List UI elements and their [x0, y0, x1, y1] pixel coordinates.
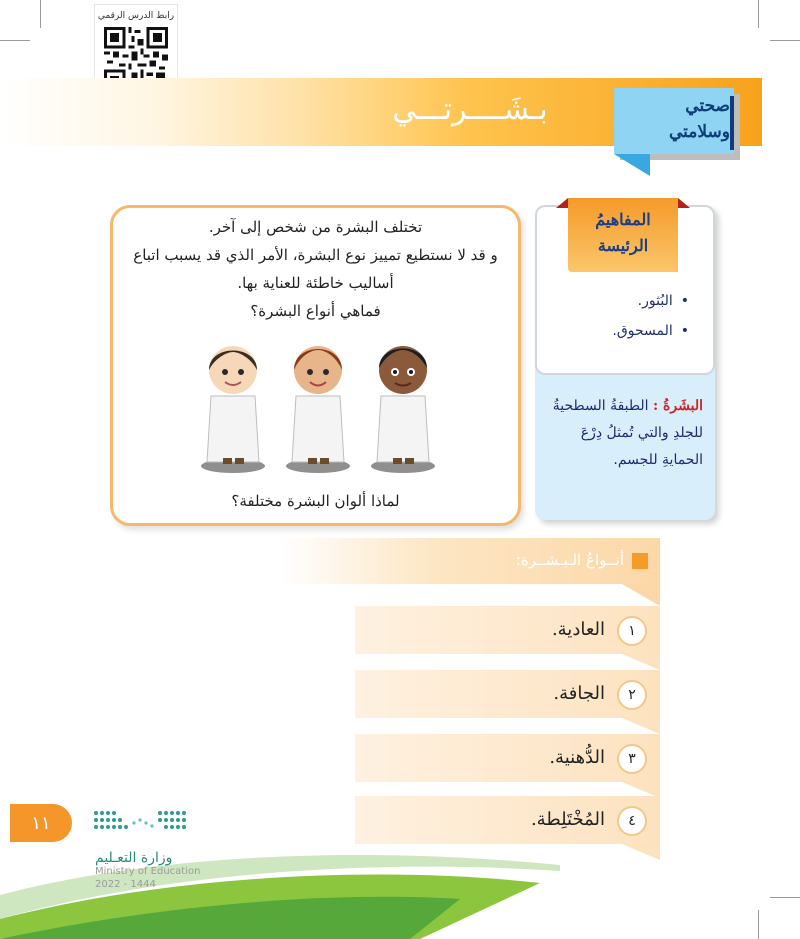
- footer-swoosh: [0, 835, 560, 939]
- unit-badge-bar: [730, 96, 734, 150]
- skin-type-number: ٢: [617, 680, 647, 710]
- ribbon-fold: [556, 198, 568, 208]
- crop-mark: [758, 910, 759, 939]
- definition-text: [545, 393, 703, 474]
- crop-mark: [0, 40, 30, 41]
- skin-type-band-tail: [622, 654, 660, 670]
- concept-item-acne: • البُثور.: [638, 293, 689, 309]
- qr-caption: رابط الدرس الرقمي: [97, 11, 175, 21]
- intro-box: [110, 205, 521, 526]
- skin-types-header-text: أنــواعُ الـبـشــرة:: [515, 551, 624, 569]
- crop-mark: [758, 0, 759, 28]
- definition-term: البشَرةُ :: [653, 398, 703, 414]
- skin-type-label: الجافة.: [553, 683, 605, 704]
- intro-line-4: فماهي أنواع البشرة؟: [250, 302, 381, 320]
- ministry-year: 2022 - 1444: [95, 879, 156, 890]
- skin-type-band-tail: [622, 718, 660, 734]
- key-concepts-title-line1: المفاهيمُ: [595, 210, 651, 229]
- concept-item-powder: • المسحوق.: [612, 323, 689, 339]
- ministry-name-en: Ministry of Education: [95, 866, 201, 877]
- skin-type-number: ٤: [617, 806, 647, 836]
- child-fair: [207, 346, 259, 464]
- skin-type-label: الدُّهنية.: [549, 747, 605, 768]
- header-square-icon: [632, 553, 648, 569]
- children-illustration: [193, 336, 443, 476]
- intro-line-2: و قد لا نستطيع تمييز نوع البشرة، الأمر الذي قد يسبب اتباع: [133, 246, 498, 264]
- intro-line-3: أساليب خاطئة للعناية بها.: [237, 274, 394, 292]
- definition-body: الطبقةُ السطحيةُ للجلدِ والتي تُمثلُ دِرْعَ الحمايةِ للجسم.: [552, 398, 703, 468]
- intro-line-1: تختلف البشرة من شخص إلى آخر.: [208, 218, 423, 236]
- skin-type-number: ٣: [617, 744, 647, 774]
- unit-title-line1: صحتي: [685, 96, 730, 116]
- crop-mark: [770, 40, 800, 41]
- child-medium: [292, 346, 344, 464]
- child-dark: [377, 346, 429, 464]
- ribbon-fold: [678, 198, 690, 208]
- unit-badge-tail: [614, 154, 650, 176]
- ministry-logo-icon: [92, 808, 187, 838]
- ministry-name-ar: وزارة التعـليم: [95, 850, 173, 866]
- skin-type-label: المُخْتَلِطة.: [530, 809, 605, 830]
- skin-type-label: العادية.: [551, 619, 605, 640]
- intro-question: لماذا ألوان البشرة مختلفة؟: [231, 492, 400, 510]
- skin-type-number: ١: [617, 616, 647, 646]
- lesson-title: بـشَــــرتـــي: [392, 92, 548, 127]
- page-number: ١١: [31, 813, 51, 834]
- unit-title-line2: وسلامتي: [668, 122, 730, 142]
- key-concepts-title-line2: الرئيسة: [597, 236, 649, 255]
- skin-types-header-tail: [622, 584, 660, 606]
- skin-type-band-tail: [622, 844, 660, 860]
- crop-mark: [40, 0, 41, 28]
- crop-mark: [770, 897, 800, 898]
